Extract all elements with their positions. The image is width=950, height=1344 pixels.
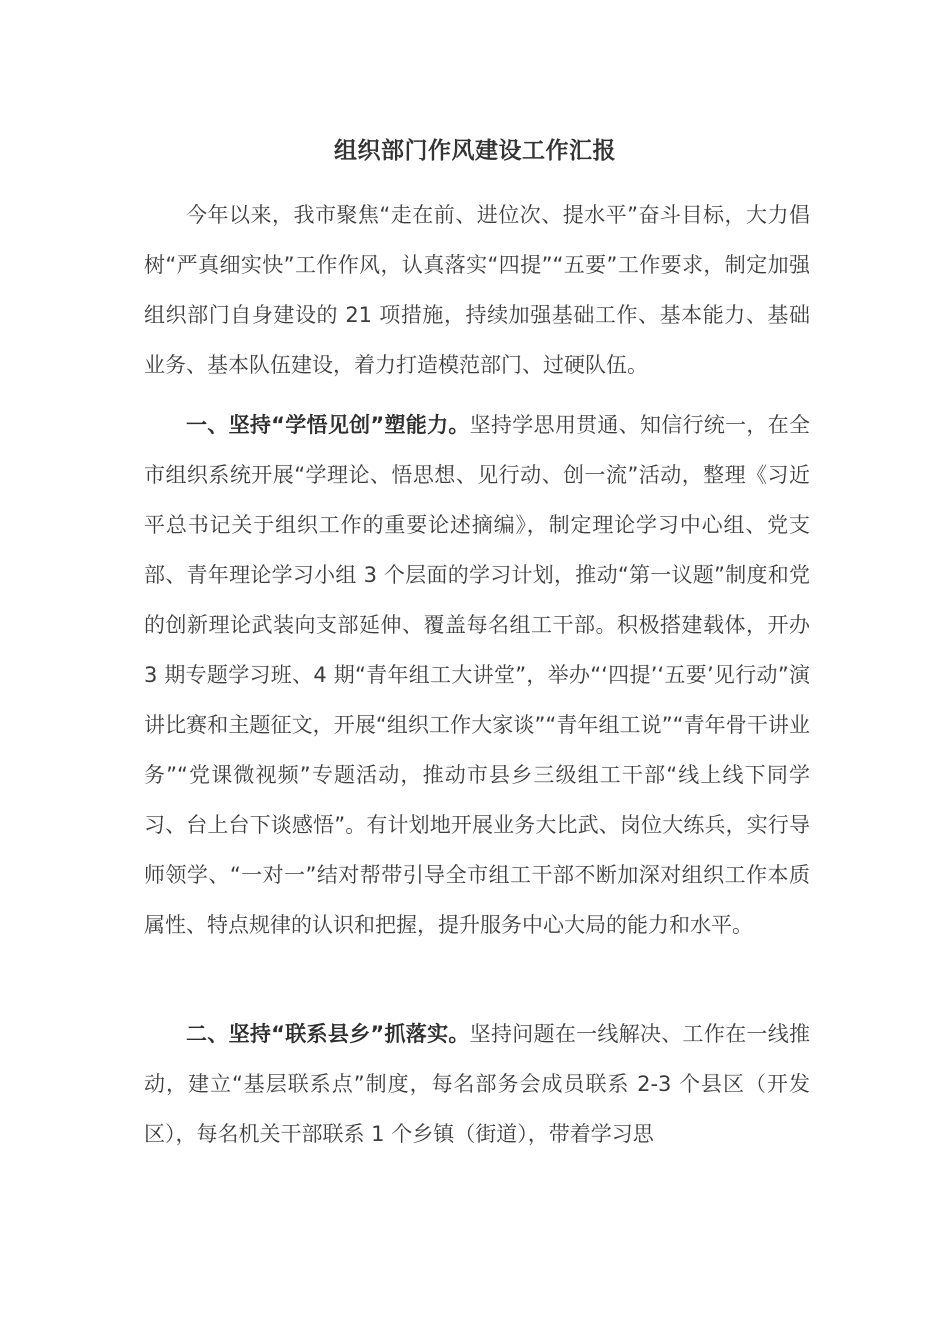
document-title: 组织部门作风建设工作汇报 [334,138,616,164]
paragraph-section-one [144,400,810,950]
section-one-heading: 一、坚持“学悟见创”塑能力。 [186,413,470,437]
section-one-text: 坚持学思用贯通、知信行统一，在全市组织系统开展“学理论、悟思想、见行动、创一流”活动，整理《习近平总书记关于组织工作的重要论述摘编》，制定理论学习中心组、党支部、青年理论学习小组 3 个层面的学习计划，推动“第一议题”制度和党的创新理论武装向支部延伸、覆盖每名组工干部。积极搭建载体，开办 3 期专题学习班、4 期“青年组工大讲堂”，举办“‘四提’‘五要’见行动”演讲比赛和主题征文，开展“组织工作大家谈”“青年组工说”“青年骨干讲业务”“党课微视频”专题活动，推动市县乡三级组工干部“线上线下同学习、台上台下谈感悟”。有计划地开展业务大比武、岗位大练兵，实行导师领学、“一对一”结对帮带引导全市组工干部不断加深对组织工作本质属性、特点规律的认识和把握，提升服务中心大局的能力和水平。 [144,413,810,937]
section-two-text: 坚持问题在一线解决、工作在一线推动，建立“基层联系点”制度，每名部务会成员联系 2-3 个县区（开发区），每名机关干部联系 1 个乡镇（街道），带着学习思 [144,1022,810,1146]
paragraph-section-two [144,1009,810,1159]
section-two-heading: 二、坚持“联系县乡”抓落实。 [186,1022,470,1046]
paragraph-intro [144,190,810,390]
paragraph-intro-text: 今年以来，我市聚焦“走在前、进位次、提水平”奋斗目标，大力倡树“严真细实快”工作作风，认真落实“四提”“五要”工作要求，制定加强组织部门自身建设的 21 项措施，持续加强基础工作、基本能力、基础业务、基本队伍建设，着力打造模范部门、过硬队伍。 [144,203,810,377]
